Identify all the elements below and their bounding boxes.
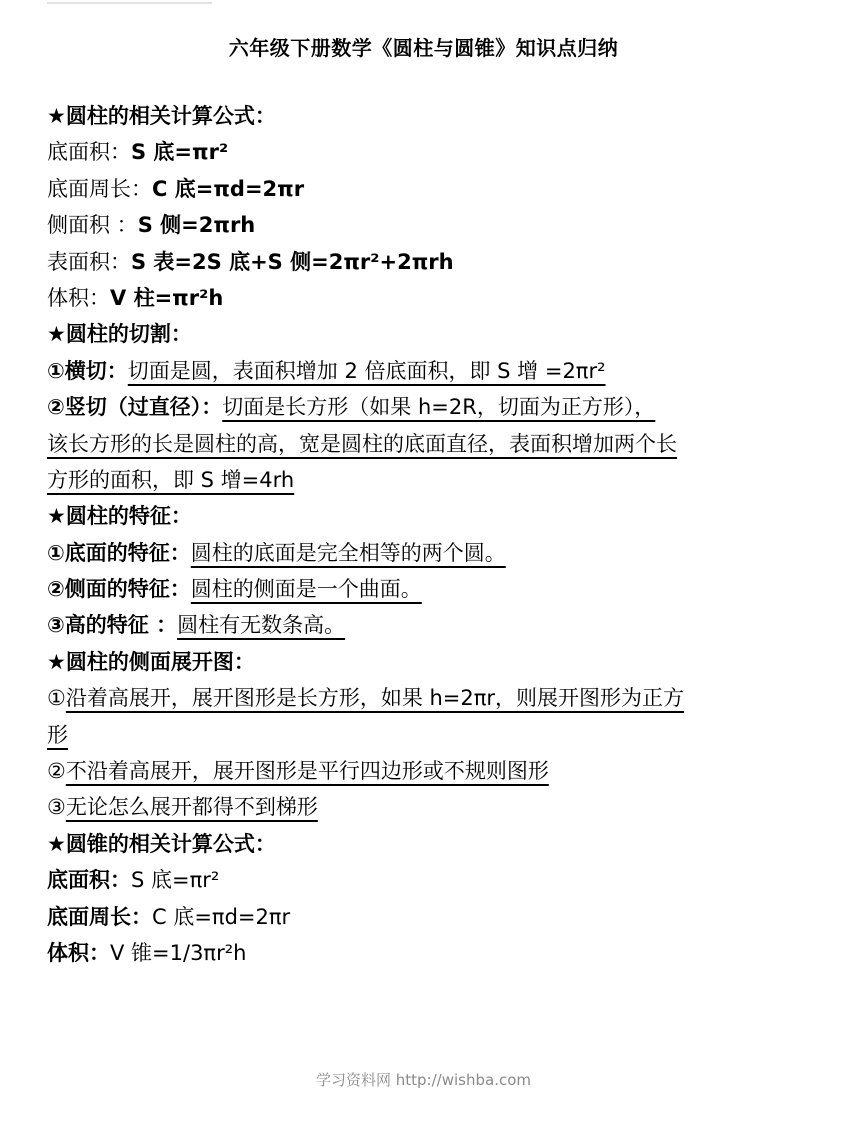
feature-lateral — [47, 571, 807, 607]
formula-label: 表面积： — [47, 249, 131, 274]
formula-label: 底面周长： — [47, 904, 152, 929]
unfold-item-1 — [47, 680, 807, 716]
formula-value: S 底=πr² — [131, 140, 229, 165]
feature-text: 圆柱的底面是完全相等的两个圆。 — [190, 540, 506, 565]
formula-value: C 底=πd=2πr — [152, 176, 305, 201]
feature-text: 圆柱有无数条高。 — [177, 613, 346, 638]
formula-base-area — [47, 134, 807, 170]
formula-label: 体积： — [47, 940, 110, 965]
cut-label: ①横切： — [47, 358, 128, 383]
formula-label: 体积： — [47, 285, 110, 310]
formula-label: 侧面积 ： — [47, 213, 138, 238]
unfold-item-1-cont — [47, 717, 807, 753]
unfold-number: ② — [47, 759, 66, 784]
unfold-text: 形 — [47, 722, 68, 747]
formula-value: S 侧=2πrh — [137, 213, 256, 238]
formula-value: C 底=πd=2πr — [152, 904, 291, 929]
cone-formula-base-perimeter — [47, 899, 807, 935]
feature-text: 圆柱的侧面是一个曲面。 — [190, 577, 422, 602]
cut-text: 切面是圆，表面积增加 2 倍底面积，即 S 增 =2πr² — [127, 358, 606, 383]
formula-label: 底面积： — [47, 868, 131, 893]
unfold-item-2 — [47, 753, 807, 789]
formula-value: V 锥=1/3πr²h — [110, 940, 247, 965]
cut-vertical-cont-1 — [47, 426, 807, 462]
cut-text: 该长方形的长是圆柱的高，宽是圆柱的底面直径，表面积增加两个长 — [47, 431, 677, 456]
formula-volume — [47, 280, 807, 316]
feature-base — [47, 535, 807, 571]
top-edge-mark — [47, 0, 212, 4]
section-heading-cone-formulas: ★圆锥的相关计算公式： — [47, 831, 276, 856]
unfold-item-3 — [47, 789, 807, 825]
cut-vertical-cont-2 — [47, 462, 807, 498]
cut-label: ②竖切（过直径）： — [47, 395, 223, 420]
feature-label: ③高的特征 ： — [47, 613, 178, 638]
unfold-text: 沿着高展开，展开图形是长方形，如果 h=2πr，则展开图形为正方 — [65, 686, 685, 711]
feature-height — [47, 607, 807, 643]
unfold-text: 不沿着高展开，展开图形是平行四边形或不规则图形 — [65, 759, 549, 784]
cone-formula-base-area — [47, 862, 807, 898]
cut-vertical — [47, 389, 807, 425]
feature-label: ①底面的特征： — [47, 540, 191, 565]
unfold-number: ① — [47, 686, 66, 711]
unfold-text: 无论怎么展开都得不到梯形 — [65, 795, 318, 820]
formula-value: S 底=πr² — [131, 868, 220, 893]
section-heading-cylinder-features: ★圆柱的特征： — [47, 504, 192, 529]
formula-label: 底面周长： — [47, 176, 152, 201]
unfold-number: ③ — [47, 795, 66, 820]
formula-label: 底面积： — [47, 140, 131, 165]
section-heading-cylinder-cutting: ★圆柱的切割： — [47, 322, 192, 347]
cut-horizontal — [47, 353, 807, 389]
formula-surface-area — [47, 244, 807, 280]
document-body — [47, 98, 807, 971]
document-title: 六年级下册数学《圆柱与圆锥》知识点归纳 — [228, 36, 619, 60]
footer-watermark: 学习资料网 http://wishba.com — [316, 1071, 531, 1089]
formula-value: V 柱=πr²h — [110, 285, 224, 310]
formula-value: S 表=2S 底+S 侧=2πr²+2πrh — [131, 249, 454, 274]
formula-base-perimeter — [47, 171, 807, 207]
section-heading-cylinder-formulas: ★圆柱的相关计算公式： — [47, 104, 276, 128]
cut-text: 切面是长方形（如果 h=2R，切面为正方形）， — [222, 395, 656, 420]
feature-label: ②侧面的特征： — [47, 577, 191, 602]
section-heading-lateral-unfolding: ★圆柱的侧面展开图： — [47, 649, 255, 674]
formula-lateral-area — [47, 207, 807, 243]
cone-formula-volume — [47, 935, 807, 971]
cut-text: 方形的面积，即 S 增=4rh — [47, 467, 295, 492]
